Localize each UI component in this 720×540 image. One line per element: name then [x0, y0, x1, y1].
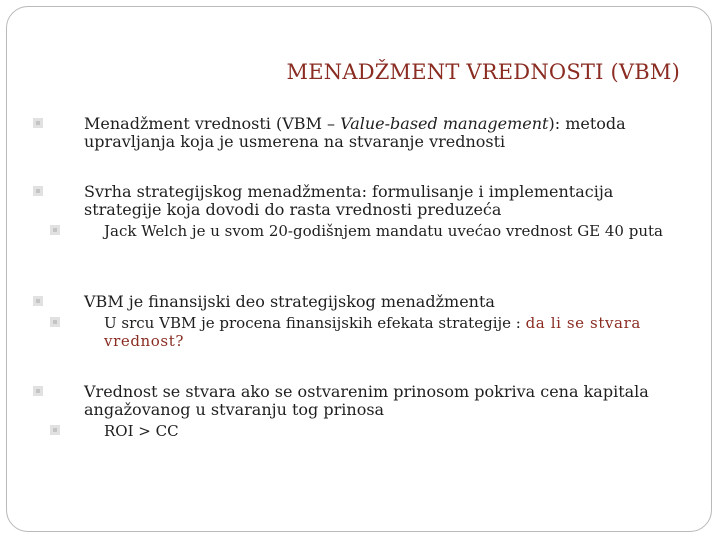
bullet-2-label: Svrha strategijskog menadžmenta: formulisanje i implementacija strategije koja dovodi do rasta vrednosti preduzeća	[84, 182, 614, 219]
bullet-icon	[30, 293, 46, 309]
bullet-icon	[30, 183, 46, 199]
bullet-3-sub-pre: U srcu VBM je procena finansijskih efekata strategije :	[104, 314, 526, 332]
bullet-4-sub-label: ROI > CC	[104, 422, 179, 440]
bullet-3-label: VBM je finansijski deo strategijskog menadžmenta	[84, 292, 495, 311]
bullet-2-sub-label: Jack Welch je u svom 20-godišnjem mandatu uvećao vrednost GE 40 puta	[104, 222, 663, 240]
bullet-1-post: ): metoda upravljanja koja je usmerena na stvaranje vrednosti	[84, 114, 626, 151]
slide-title: MENADŽMENT VREDNOSTI (VBM)	[286, 60, 680, 84]
bullet-4	[0, 383, 720, 440]
slide-frame	[6, 6, 712, 532]
sub-bullet-icon	[48, 315, 62, 329]
bullet-1-pre: Menadžment vrednosti (VBM –	[84, 114, 341, 133]
bullet-4-label: Vrednost se stvara ako se ostvarenim prinosom pokriva cena kapitala angažovanog u stvaranju tog prinosa	[84, 382, 649, 419]
sub-bullet-icon	[48, 223, 62, 237]
bullet-3	[0, 293, 720, 350]
bullet-4-sub	[0, 422, 720, 440]
bullet-4-text	[0, 383, 720, 419]
bullet-3-sub	[0, 314, 720, 350]
bullet-2	[0, 183, 720, 240]
bullet-2-text	[0, 183, 720, 219]
bullet-3-sub-accent: da li se stvara vrednost?	[104, 314, 641, 350]
bullet-1-text	[0, 115, 720, 151]
bullet-icon	[30, 383, 46, 399]
bullet-1	[0, 115, 720, 151]
bullet-icon	[30, 115, 46, 131]
bullet-2-sub	[0, 222, 720, 240]
sub-bullet-icon	[48, 423, 62, 437]
bullet-1-emphasis: Value-based management	[340, 114, 549, 133]
bullet-3-text	[0, 293, 720, 311]
